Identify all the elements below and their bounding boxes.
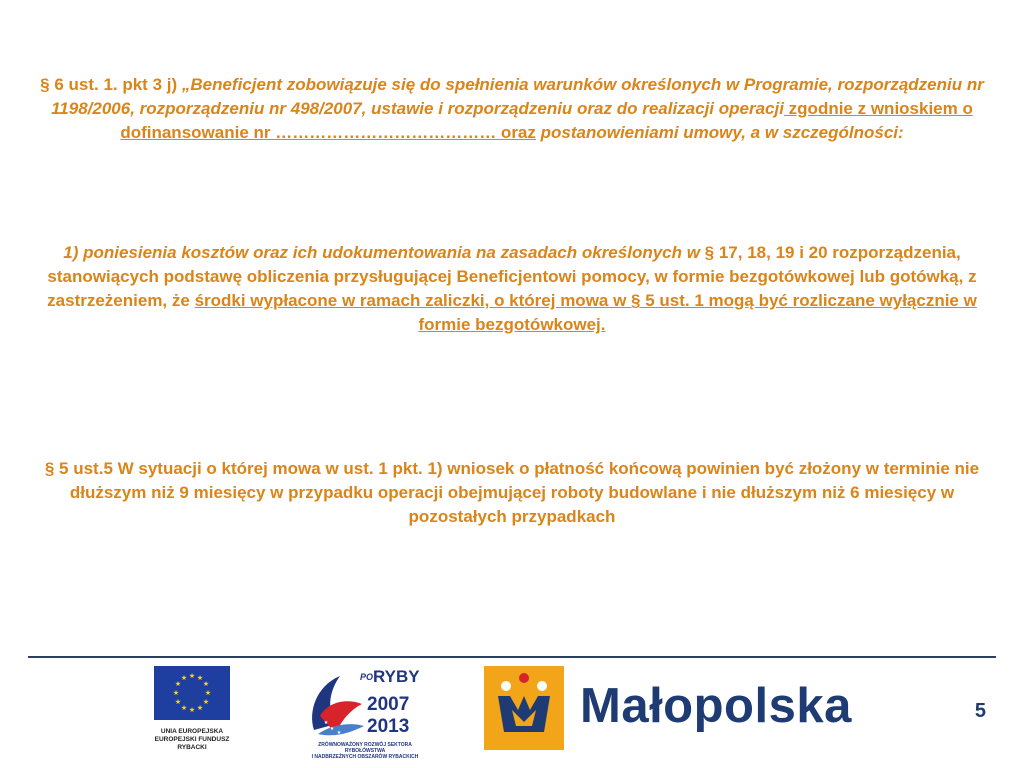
svg-text:★: ★ [180,704,188,712]
svg-text:★: ★ [204,689,212,697]
paragraph-italic-text: postanowieniami umowy, a w szczególności: [535,123,904,142]
svg-text:★: ★ [174,698,182,706]
svg-text:RYBY: RYBY [373,667,420,686]
svg-text:★: ★ [202,698,210,706]
svg-text:2013: 2013 [367,716,410,737]
po-ryby-emblem-icon [306,664,424,744]
svg-text:★: ★ [329,726,335,732]
svg-text:★: ★ [323,720,329,726]
paragraph-underlined-text: zgodnie z wnioskiem o dofinansowanie nr ………………………………… oraz [120,99,973,142]
svg-text:★: ★ [336,730,342,736]
paragraph-beneficiary-obligations [30,73,994,145]
svg-text:★: ★ [172,689,180,697]
svg-text:★: ★ [188,706,196,714]
svg-text:★: ★ [188,672,196,680]
svg-text:★: ★ [196,704,204,712]
svg-text:★: ★ [196,674,204,682]
footer [0,658,1024,768]
po-ryby-logo [306,664,424,758]
eu-fund-logo [148,666,236,756]
eu-logo-caption: UNIA EUROPEJSKA EUROPEJSKI FUNDUSZ RYBACKI [154,728,230,751]
paragraph-plain-text: § 5 ust.5 W sytuacji o której mowa w ust. 1 pkt. 1) wniosek o płatność końcową powinien być złożony w terminie nie dłuższym niż 9 miesięcy w przypadku operacji obejmującej roboty budowlane i nie dłuższym niż 6 miesięcy w pozostałych przypadkach [44,459,980,526]
svg-text:★: ★ [174,680,182,688]
eu-flag-icon [154,666,230,720]
page-number: 5 [974,700,986,722]
paragraph-italic-text: 1) poniesienia kosztów oraz ich udokumentowania na zasadach określonych w [63,243,700,262]
paragraph-section-ref: § 6 ust. 1. pkt 3 j) [40,75,182,94]
svg-text:PO: PO [360,672,374,682]
po-ryby-caption: ZRÓWNOWAŻONY ROZWÓJ SEKTORA RYBOŁÓWSTWA I NADBRZEŻNYCH OBSZARÓW RYBACKICH [311,742,419,760]
paragraph-underlined-text: środki wypłacone w ramach zaliczki, o której mowa w § 5 ust. 1 mogą być rozliczane wyłącznie w formie bezgotówkowej. [194,291,977,334]
svg-text:★: ★ [202,680,210,688]
malopolska-wordmark: Małopolska [580,679,852,733]
malopolska-logo [484,666,874,750]
paragraph-plain-text: § 17, 18, 19 i 20 rozporządzenia, stanowiących podstawę obliczenia przysługującej Beneficjentowi pomocy, w formie bezgotówkowej lub gotówką, z zastrzeżeniem, że [47,243,977,310]
malopolska-crown-icon [484,666,564,750]
svg-text:2007: 2007 [367,694,410,715]
paragraph-final-payment-deadline [30,457,994,529]
paragraph-italic-text: „Beneficjent zobowiązuje się do spełnienia warunków określonych w Programie, rozporządzeniu nr 1198/2006, rozporządzeniu nr 498/2007, ustawie i rozporządzeniu oraz do realizacji operacji [51,75,984,118]
svg-text:★: ★ [180,674,188,682]
paragraph-cost-documentation [30,241,994,337]
